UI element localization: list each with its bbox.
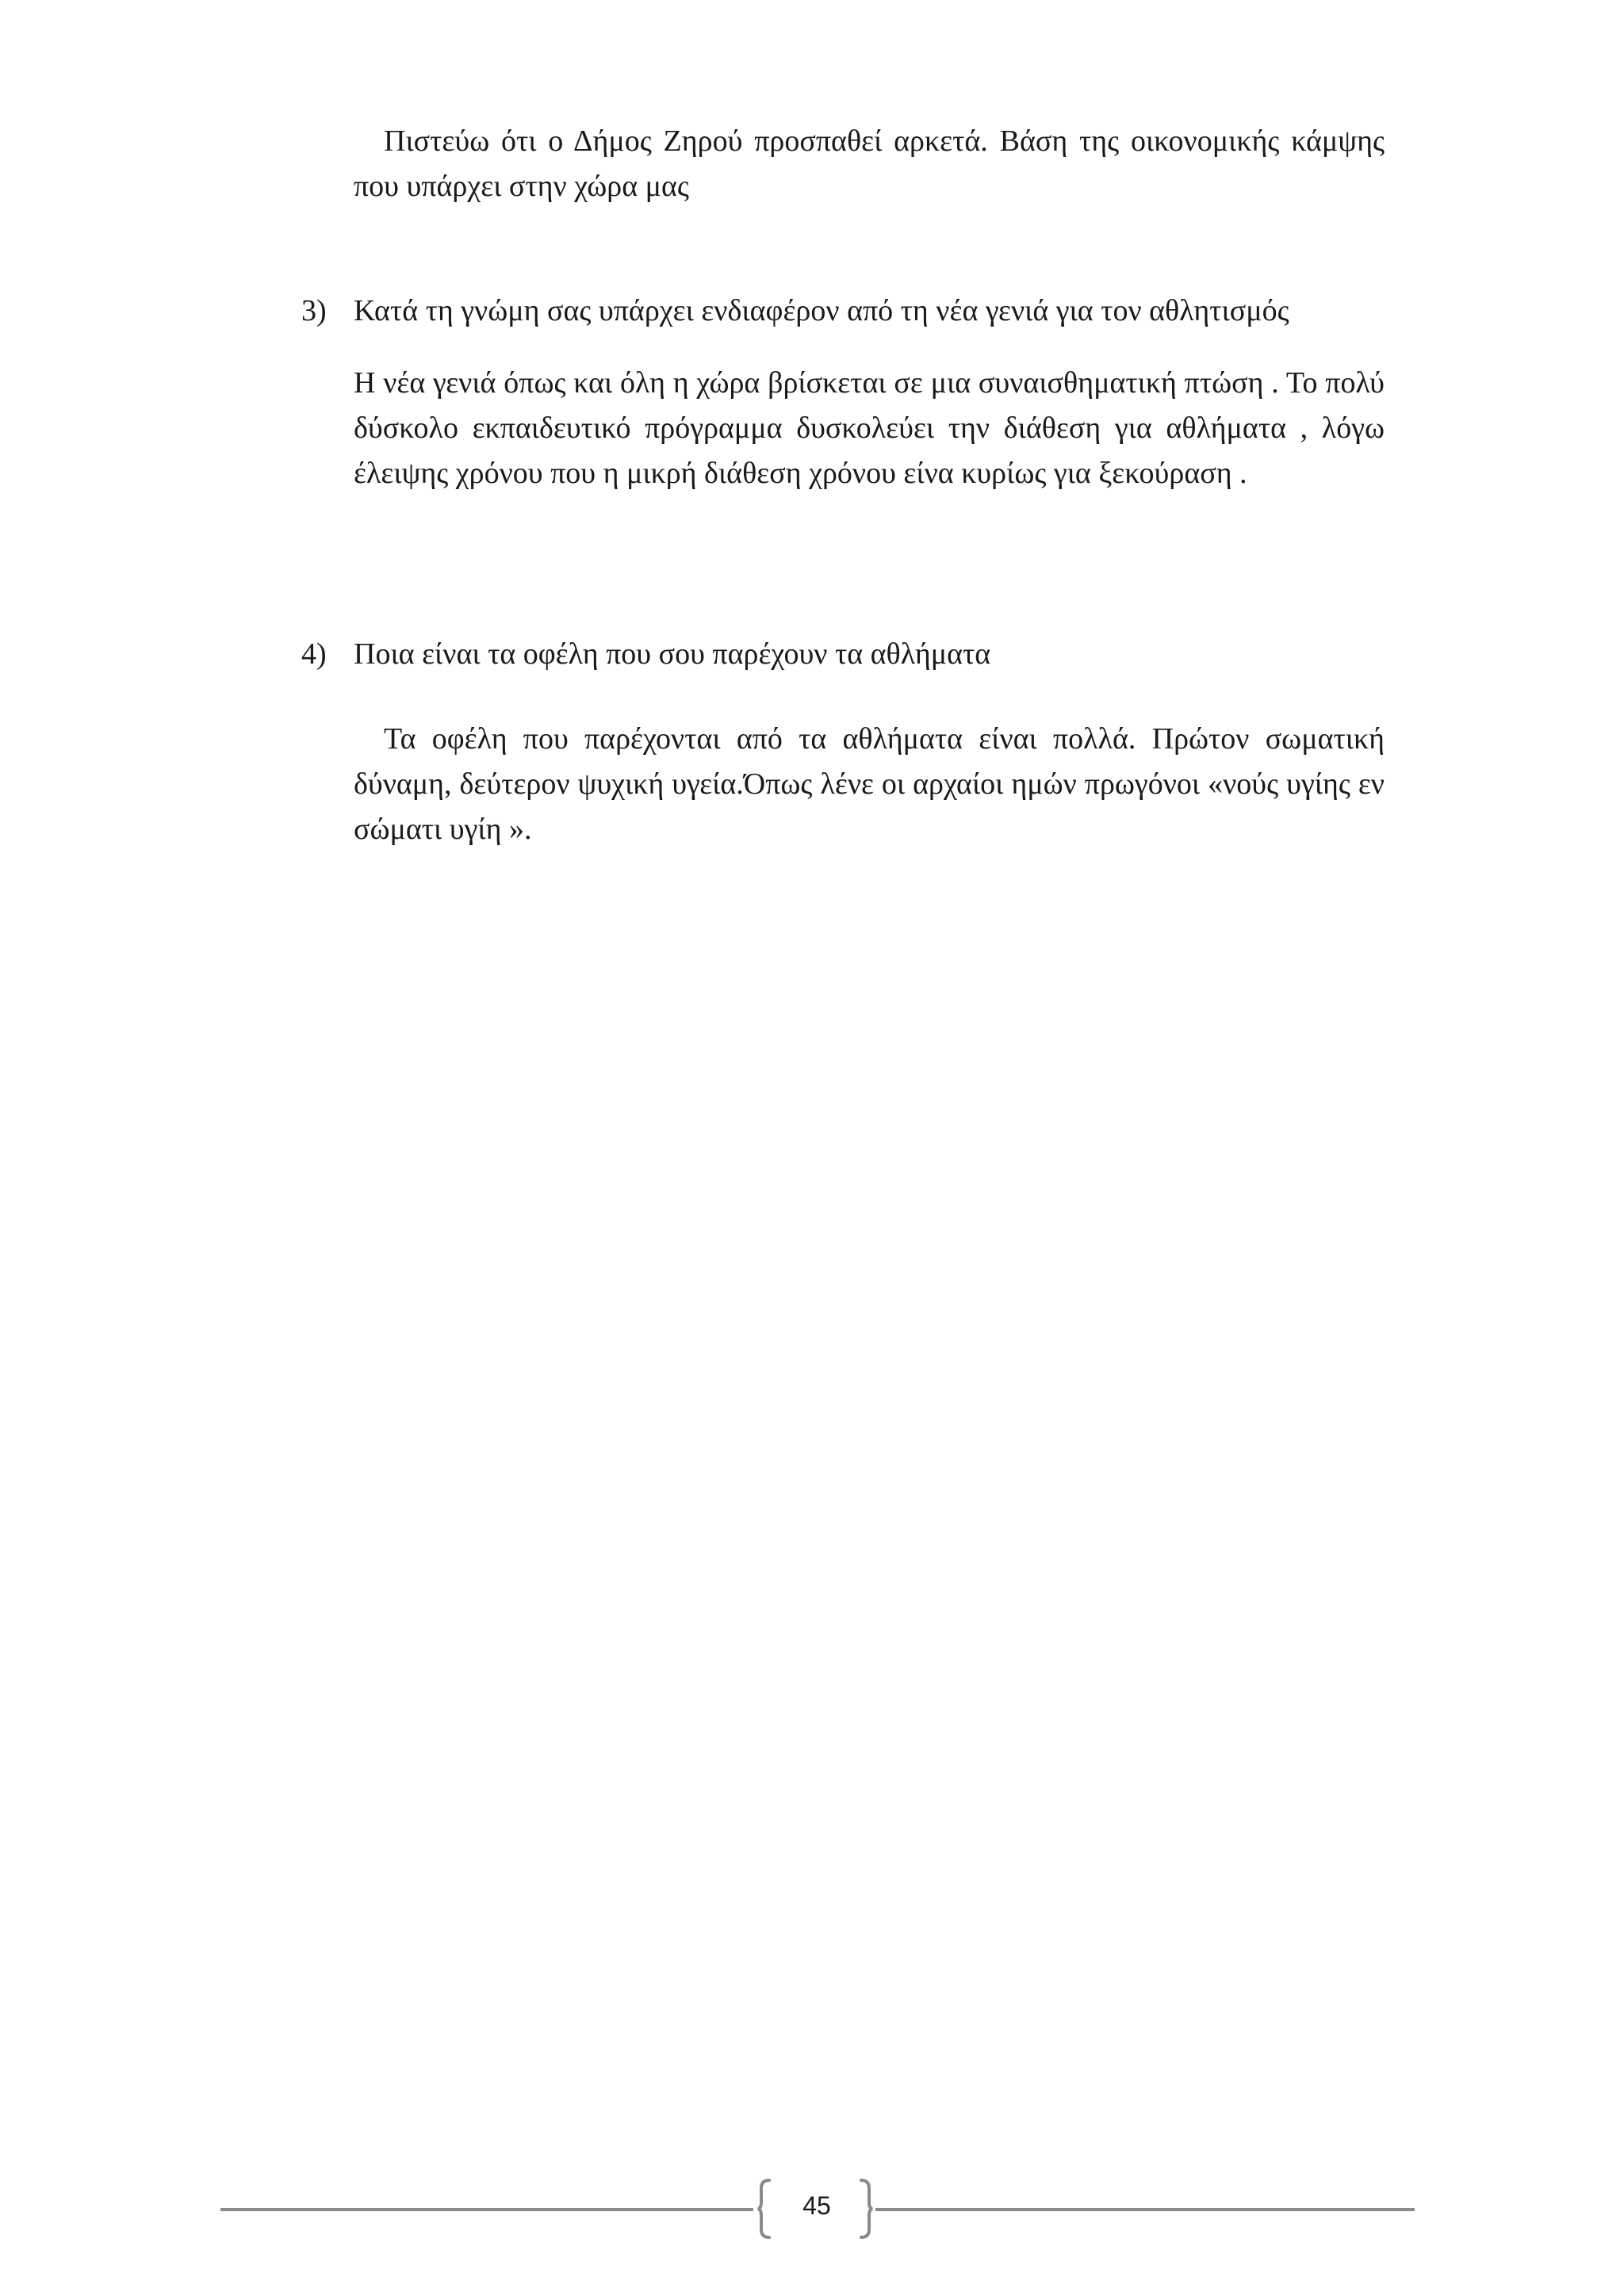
- answer-paragraph-2: Πιστεύω ότι ο Δήμος Ζηρού προσπαθεί αρκετά. Βάση της οικονομικής κάμψης που υπάρχει στην χώρα μας: [354, 124, 1385, 203]
- question-3: [301, 289, 1411, 334]
- answer-paragraph-4: Τα οφέλη που παρέχονται από τα αθλήματα είναι πολλά. Πρώτον σωματική δύναμη, δεύτερον ψυχική υγεία.Όπως λένε οι αρχαίοι ημών πρωγόνοι «νούς υγίης εν σώματι υγίη ».: [354, 722, 1385, 846]
- footer-rule-right: [875, 2208, 1415, 2211]
- question-4-number: 4): [301, 637, 327, 671]
- question-4: [301, 632, 1411, 677]
- question-3-text: Κατά τη γνώμη σας υπάρχει ενδιαφέρον από τη νέα γενιά για τον αθλητισμός: [354, 294, 1289, 327]
- page-number: 45: [802, 2191, 831, 2220]
- footer-rule-left: [220, 2208, 753, 2211]
- right-brace-icon: [859, 2179, 873, 2239]
- left-brace-icon: [757, 2179, 772, 2239]
- answer-paragraph-3: Η νέα γενιά όπως και όλη η χώρα βρίσκεται σε μια συναισθηματική πτώση . Το πολύ δύσκολο εκπαιδευτικό πρόγραμμα δυσκολεύει την διάθεση για αθλήματα , λόγω έλειψης χρόνου που η μικρή διάθεση χρόνου είνα κυρίως για ξεκούραση .: [354, 366, 1385, 490]
- question-4-text: Ποια είναι τα οφέλη που σου παρέχουν τα αθλήματα: [354, 637, 991, 671]
- question-3-number: 3): [301, 294, 327, 327]
